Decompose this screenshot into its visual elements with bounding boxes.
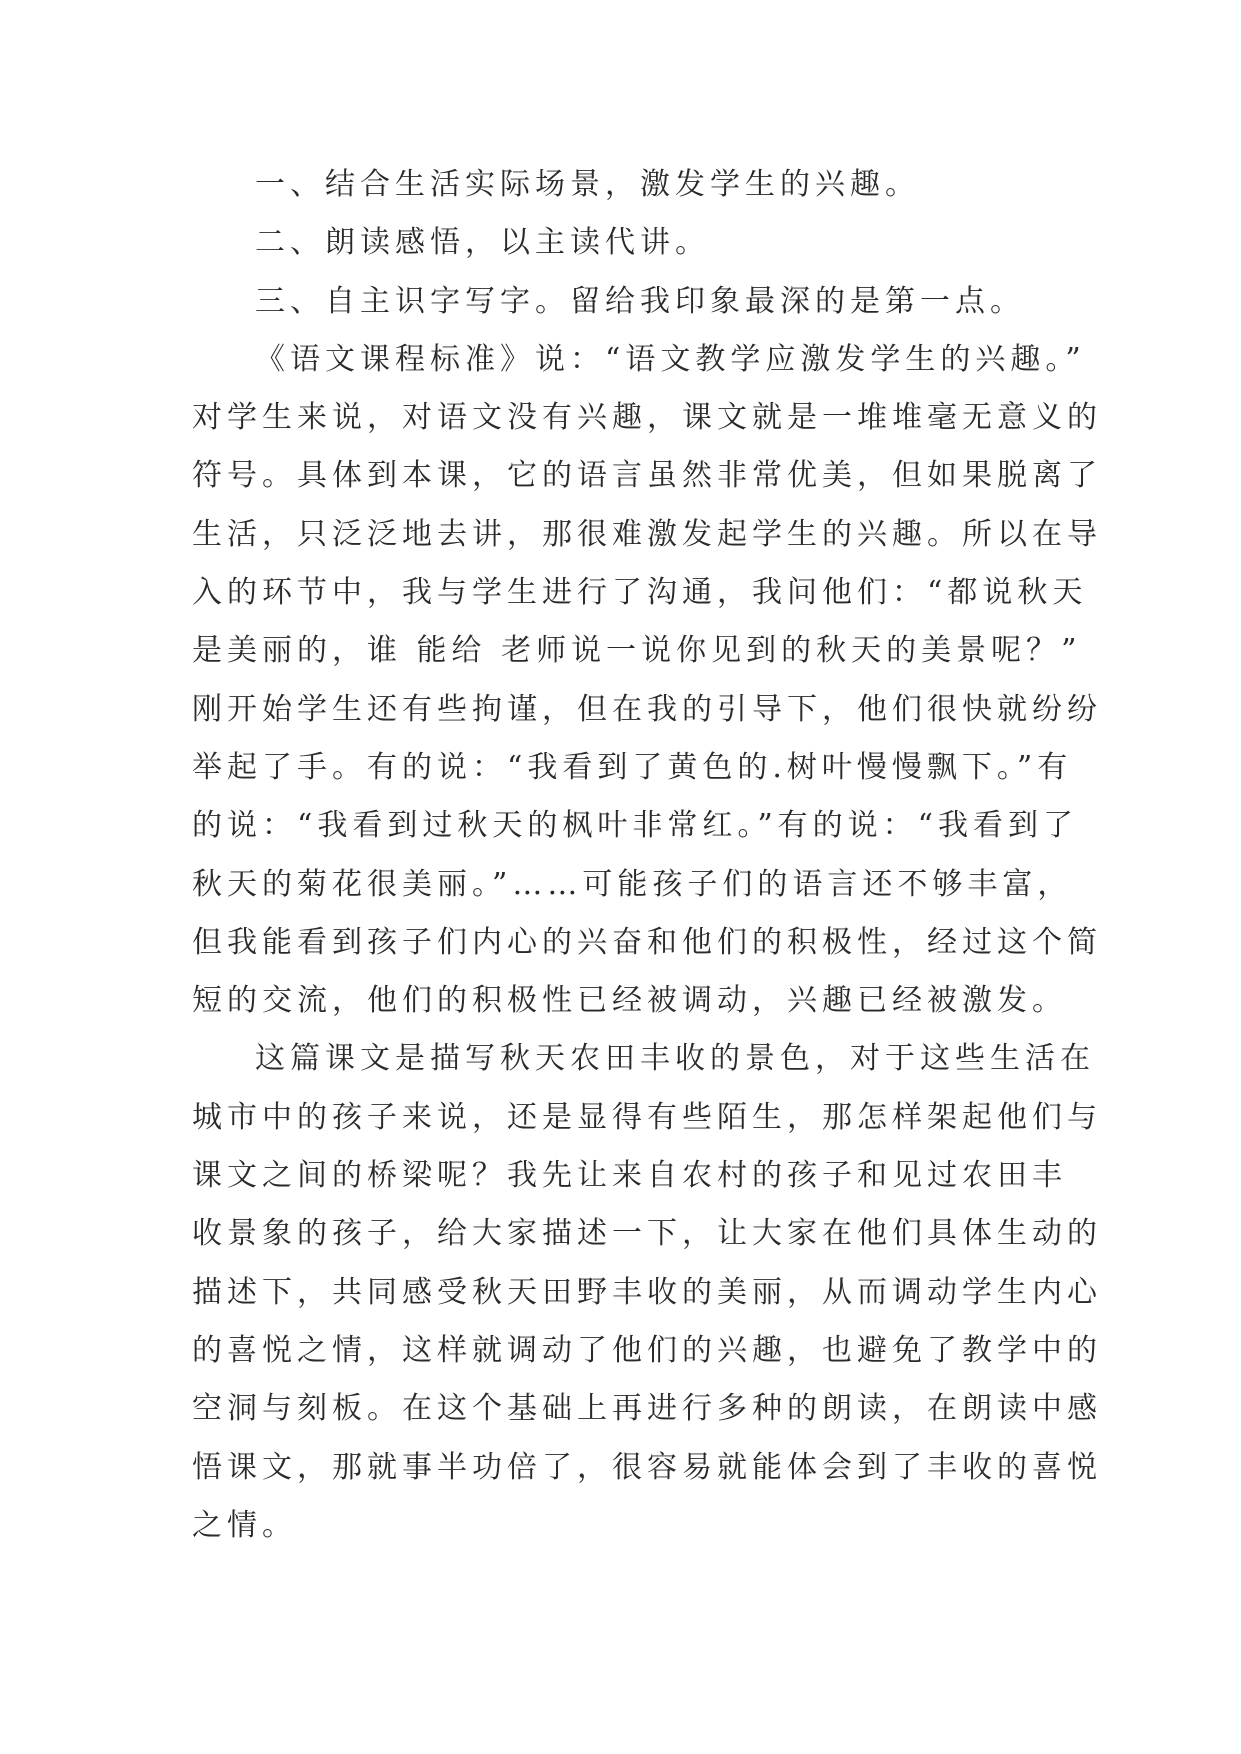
text-line: 悟课文，那就事半功倍了，很容易就能体会到了丰收的喜悦 — [192, 1449, 1102, 1485]
text-line: 入的环节中，我与学生进行了沟通，我问他们：“都说秋天 — [192, 575, 1088, 611]
text-line: 刚开始学生还有些拘谨，但在我的引导下，他们很快就纷纷 — [192, 691, 1102, 727]
text-line: 《语文课程标准》说：“语文教学应激发学生的兴趣。” — [255, 341, 1086, 377]
text-line: 的说：“我看到过秋天的枫叶非常红。”有的说：“我看到了 — [192, 808, 1079, 844]
text-line: 秋天的菊花很美丽。”……可能孩子们的语言还不够丰富， — [192, 866, 1073, 902]
text-line: 对学生来说，对语文没有兴趣，课文就是一堆堆毫无意义的 — [192, 400, 1102, 436]
text-line: 但我能看到孩子们内心的兴奋和他们的积极性，经过这个简 — [192, 924, 1102, 960]
text-line: 三、自主识字写字。留给我印象最深的是第一点。 — [255, 283, 1025, 319]
text-line: 城市中的孩子来说，还是显得有些陌生，那怎样架起他们与 — [192, 1099, 1102, 1135]
text-line: 之情。 — [192, 1507, 297, 1543]
text-line: 符号。具体到本课，它的语言虽然非常优美，但如果脱离了 — [192, 458, 1102, 494]
text-line: 是美丽的，谁 能给 老师说一说你见到的秋天的美景呢？” — [192, 633, 1082, 669]
text-line: 这篇课文是描写秋天农田丰收的景色，对于这些生活在 — [255, 1041, 1095, 1077]
text-line: 二、朗读感悟，以主读代讲。 — [255, 225, 710, 261]
document-body — [192, 156, 1102, 1555]
text-line: 的喜悦之情，这样就调动了他们的兴趣，也避免了教学中的 — [192, 1332, 1102, 1368]
text-line: 收景象的孩子，给大家描述一下，让大家在他们具体生动的 — [192, 1216, 1102, 1252]
text-line: 生活，只泛泛地去讲，那很难激发起学生的兴趣。所以在导 — [192, 516, 1102, 552]
text-line: 课文之间的桥梁呢？我先让来自农村的孩子和见过农田丰 — [192, 1158, 1067, 1194]
text-line: 短的交流，他们的积极性已经被调动，兴趣已经被激发。 — [192, 983, 1067, 1019]
text-line: 一、结合生活实际场景，激发学生的兴趣。 — [255, 167, 920, 202]
text-line: 空洞与刻板。在这个基础上再进行多种的朗读，在朗读中感 — [192, 1391, 1102, 1427]
text-line: 举起了手。有的说：“我看到了黄色的.树叶慢慢飘下。”有 — [192, 749, 1073, 785]
text-line: 描述下，共同感受秋天田野丰收的美丽，从而调动学生内心 — [192, 1274, 1102, 1310]
